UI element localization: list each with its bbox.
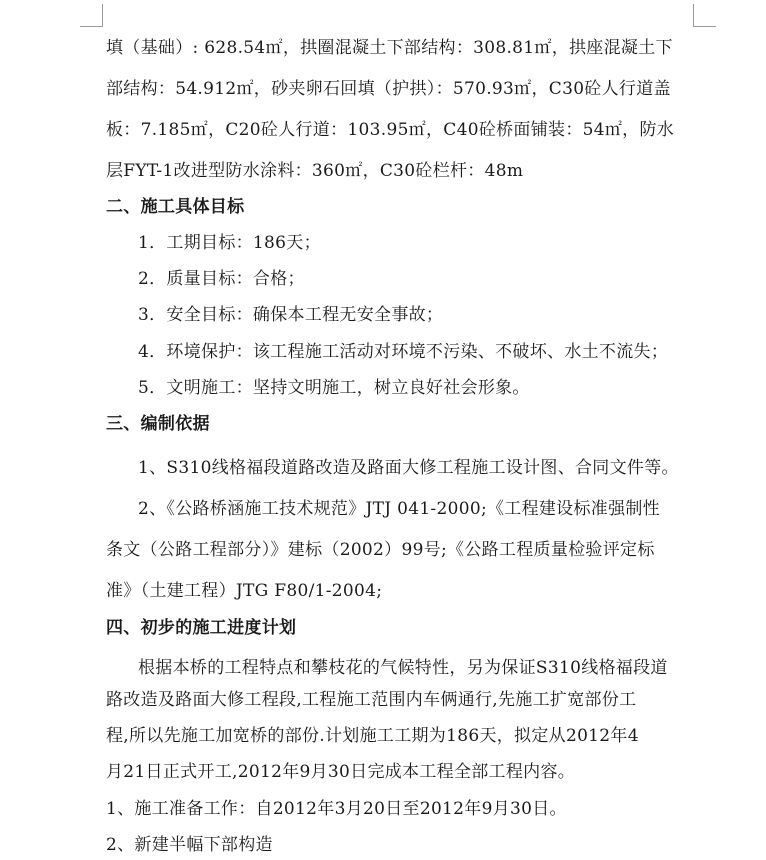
text-line: 准》（土建工程）JTG F80/1-2004; [106,581,383,601]
paragraph-line: 程,所以先施工加宽桥的部份.计划施工工期为186天，拟定从2012年4 [106,726,639,746]
paragraph-line: 路改造及路面大修工程段,工程施工范围内车俩通行,先施工扩宽部份工 [106,690,637,710]
paragraph-line: 根据本桥的工程特点和攀枝花的气候特性，另为保证S310线格福段道 [138,658,668,678]
text-line: 部结构：54.912㎡，砂夹卵石回填（护拱）：570.93㎡，C30砼人行道盖 [106,79,671,99]
text-line: 条文（公路工程部分）》建标（2002）99号;《公路工程质量检验评定标 [106,540,655,560]
list-item: 1．工期目标：186天； [138,233,321,253]
list-item: 1、S310线格福段道路改造及路面大修工程施工设计图、合同文件等。 [138,458,679,478]
text-line: 2、新建半幅下部构造 [106,835,273,855]
text-line: 层FYT-1改进型防水涂料：360㎡，C30砼栏杆：48m [106,161,524,181]
section-heading: 四、初步的施工进度计划 [106,618,297,638]
list-item: 3．安全目标：确保本工程无安全事故； [138,305,444,325]
text-line: 填（基础）: 628.54㎡，拱圈混凝土下部结构：308.81㎡，拱座混凝土下 [106,38,673,58]
page-corner-mark-top-left [80,4,103,27]
list-item: 5．文明施工：坚持文明施工，树立良好社会形象。 [138,378,530,398]
text-line: 1、施工准备工作：自2012年3月20日至2012年9月30日。 [106,799,567,819]
section-heading: 二、施工具体目标 [106,197,245,217]
list-item: 4．环境保护：该工程施工活动对环境不污染、不破坏、水土不流失； [138,342,669,362]
text-line: 板：7.185㎡，C20砼人行道：103.95㎡，C40砼桥面铺装：54㎡，防水 [106,120,675,140]
list-item: 2．质量目标：合格； [138,269,305,289]
paragraph-line: 月21日正式开工,2012年9月30日完成本工程全部工程内容。 [106,762,576,782]
section-heading: 三、编制依据 [106,414,210,434]
list-item: 2、《公路桥涵施工技术规范》JTJ 041-2000;《工程建设标准强制性 [138,499,660,519]
page-corner-mark-top-right [693,4,716,27]
